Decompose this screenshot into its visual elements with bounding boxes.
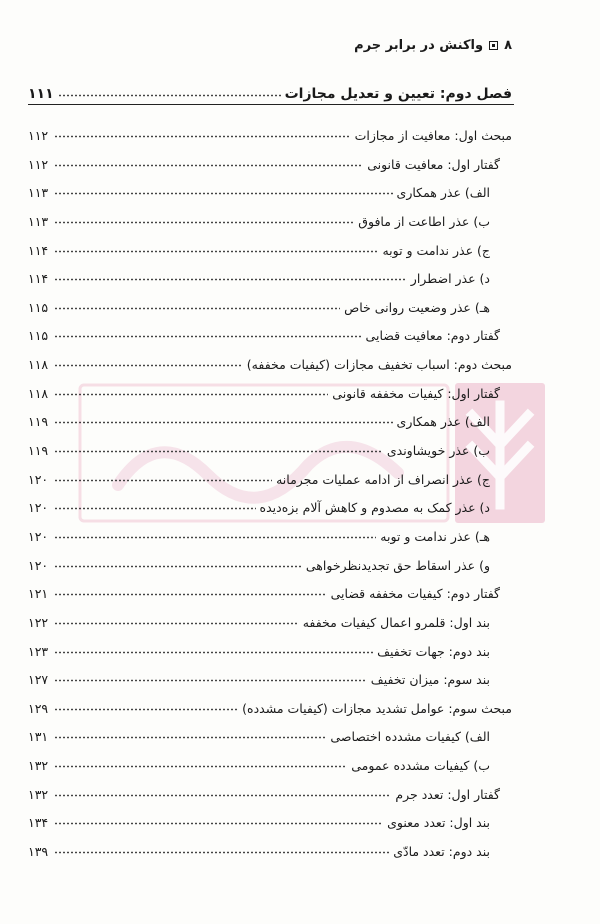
toc-entry	[28, 753, 512, 773]
toc-entry-title: بند سوم: میزان تخفیف	[370, 672, 490, 688]
dot-leader	[54, 393, 328, 396]
square-bullet-icon	[489, 41, 498, 50]
dot-leader	[54, 651, 373, 654]
toc-entry	[28, 724, 512, 744]
toc-entry-title: و) عذر اسقاط حق تجدیدنظرخواهی	[305, 557, 490, 573]
toc-entry-title: بند اول: تعدد معنوی	[387, 815, 490, 831]
chapter-title: فصل دوم: تعیین و تعدیل مجازات	[284, 86, 512, 102]
chapter-page: ۱۱۱	[28, 86, 54, 102]
toc-entry	[28, 553, 512, 573]
dot-leader	[54, 622, 299, 625]
toc-entry-title: بند دوم: تعدد مادّی	[393, 844, 490, 859]
toc-entry-title: د) عذر کمک به مصدوم و کاهش آلام بزه‌دیده	[259, 500, 490, 516]
dot-leader	[54, 192, 393, 195]
dot-leader	[54, 822, 383, 825]
toc-entry-title: مبحث اول: معافیت از مجازات	[354, 128, 512, 143]
toc-entry	[28, 810, 512, 830]
toc-entry-page: ۱۱۵	[28, 299, 49, 315]
toc-entry-page: ۱۲۰	[28, 500, 49, 516]
dot-leader	[54, 565, 302, 568]
toc-entry	[28, 438, 512, 458]
dot-leader	[54, 507, 256, 510]
toc-entry-page: ۱۱۲	[28, 128, 49, 143]
toc-entry	[28, 782, 512, 802]
toc-entry	[28, 209, 512, 229]
toc-entry-page: ۱۱۳	[28, 213, 49, 229]
toc-entry-title: ب) عذر اطاعت از مافوق	[358, 213, 490, 229]
toc-entry	[28, 381, 512, 401]
toc-entry-title: هـ) عذر وضعیت روانی خاص	[344, 299, 490, 315]
toc-entry	[28, 323, 512, 343]
dot-leader	[54, 536, 376, 539]
toc-entry-page: ۱۲۰	[28, 528, 49, 544]
dot-leader	[54, 479, 272, 482]
toc-entry-title: الف) عذر همکاری	[396, 185, 490, 201]
toc-entry	[28, 467, 512, 487]
dot-leader	[54, 679, 367, 682]
toc-entry-page: ۱۱۴	[28, 242, 49, 258]
toc-entry-title: بند اول: قلمرو اعمال کیفیات مخففه	[302, 614, 490, 630]
toc-entry-page: ۱۱۵	[28, 328, 49, 344]
toc-entry	[28, 352, 512, 372]
dot-leader	[54, 421, 393, 424]
toc-entry-page: ۱۳۲	[28, 758, 49, 774]
toc-entry	[28, 495, 512, 515]
toc-entry-title: هـ) عذر ندامت و توبه	[380, 528, 490, 544]
toc-entry	[28, 581, 512, 601]
toc-entry-title: ج) عذر انصراف از ادامه عملیات مجرمانه	[276, 471, 490, 487]
dot-leader	[54, 307, 340, 310]
toc-entry-page: ۱۳۴	[28, 815, 49, 831]
toc-entry-page: ۱۱۴	[28, 271, 49, 287]
toc-entry-page: ۱۲۰	[28, 471, 49, 487]
toc-entry-page: ۱۳۱	[28, 729, 49, 745]
dot-leader	[54, 135, 351, 138]
toc-entry-title: د) عذر اضطرار	[410, 271, 490, 287]
running-title: واکنش در برابر جرم	[354, 38, 484, 53]
chapter-heading	[28, 80, 512, 102]
toc-entry-page: ۱۳۲	[28, 786, 49, 802]
toc-entry-page: ۱۲۰	[28, 557, 49, 573]
dot-leader	[54, 278, 407, 281]
toc-entry	[28, 295, 512, 315]
chapter-rule	[28, 104, 514, 105]
toc-entry-title: الف) کیفیات مشدده اختصاصی	[330, 729, 490, 745]
toc-entry-title: گفتار دوم: معافیت قضایی	[365, 328, 500, 344]
dot-leader	[58, 94, 281, 97]
dot-leader	[54, 250, 378, 253]
toc-entry-title: ب) کیفیات مشدده عمومی	[351, 758, 490, 774]
toc-entry	[28, 524, 512, 544]
toc-entry-title: گفتار اول: تعدد جرم	[395, 786, 500, 802]
toc-entry-page: ۱۱۹	[28, 414, 49, 430]
toc-entry-page: ۱۱۹	[28, 443, 49, 459]
dot-leader	[54, 364, 243, 367]
toc-entry-page: ۱۱۳	[28, 185, 49, 201]
toc-entry	[28, 409, 512, 429]
toc-entry-page: ۱۲۱	[28, 586, 49, 602]
toc-entry-page: ۱۱۸	[28, 385, 49, 401]
toc-entry-title: گفتار دوم: کیفیات مخففه قضایی	[330, 586, 500, 602]
toc-entry	[28, 152, 512, 172]
toc-entry-page: ۱۱۸	[28, 357, 49, 373]
toc-entry	[28, 696, 512, 716]
toc-entry	[28, 667, 512, 687]
toc-entry	[28, 610, 512, 630]
dot-leader	[54, 765, 347, 768]
toc-entry	[28, 839, 512, 859]
dot-leader	[54, 450, 383, 453]
dot-leader	[54, 708, 238, 711]
toc-entry-page: ۱۲۳	[28, 643, 49, 659]
toc-entry-title: الف) عذر همکاری	[396, 414, 490, 430]
dot-leader	[54, 736, 326, 739]
toc-entry	[28, 266, 512, 286]
toc-entry	[28, 238, 512, 258]
toc-entry-page: ۱۲۹	[28, 700, 49, 716]
dot-leader	[54, 593, 327, 596]
toc-entry	[28, 639, 512, 659]
dot-leader	[54, 164, 363, 167]
toc-entry-title: گفتار اول: معافیت قانونی	[367, 156, 500, 172]
header-page-number: ۸	[504, 38, 512, 53]
toc-entry-title: ب) عذر خویشاوندی	[386, 443, 490, 459]
dot-leader	[54, 335, 362, 338]
toc-entry-title: مبحث سوم: عوامل تشدید مجازات (کیفیات مشدده)	[242, 700, 512, 716]
dot-leader	[54, 851, 389, 854]
toc-entry	[28, 180, 512, 200]
toc-entry-page: ۱۳۹	[28, 844, 49, 859]
toc-entry	[28, 123, 512, 143]
running-header	[28, 38, 512, 53]
toc-entry-title: ج) عذر ندامت و توبه	[382, 242, 490, 258]
toc-entry-title: مبحث دوم: اسباب تخفیف مجازات (کیفیات مخففه)	[246, 357, 512, 373]
toc-entry-title: بند دوم: جهات تخفیف	[377, 643, 490, 659]
toc-entry-page: ۱۲۲	[28, 614, 49, 630]
dot-leader	[54, 221, 354, 224]
toc-entry-page: ۱۱۲	[28, 156, 49, 172]
toc-entry-page: ۱۲۷	[28, 672, 49, 688]
toc-entry-title: گفتار اول: کیفیات مخففه قانونی	[332, 385, 500, 401]
dot-leader	[54, 794, 391, 797]
